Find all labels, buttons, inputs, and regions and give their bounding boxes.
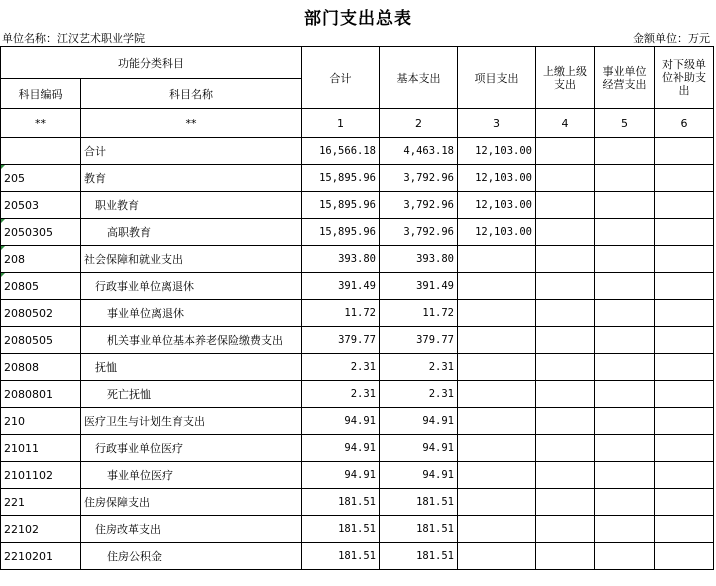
code-cell: [1, 219, 81, 246]
code-cell: [1, 138, 81, 165]
report-title: 部门支出总表: [304, 9, 412, 29]
code-cell: [1, 462, 81, 489]
table-row: [1, 246, 714, 273]
code-cell-text: 21011: [4, 441, 39, 455]
basic-cell: [380, 219, 458, 246]
basic-cell: [380, 165, 458, 192]
project-cell: [458, 354, 536, 381]
name-cell: [81, 462, 302, 489]
project-cell: [458, 192, 536, 219]
shangjiao-cell: [536, 273, 595, 300]
basic-cell: [380, 516, 458, 543]
shangjiao-cell: [536, 408, 595, 435]
code-cell: [1, 543, 81, 570]
xiaji-cell: [655, 543, 714, 570]
xiaji-cell: [655, 327, 714, 354]
code-cell: [1, 381, 81, 408]
name-cell: [81, 408, 302, 435]
xiaji-cell: [655, 408, 714, 435]
name-cell: [81, 300, 302, 327]
total-cell: [302, 381, 380, 408]
project-cell-text: 12,103.00: [475, 226, 532, 238]
total-cell: [302, 408, 380, 435]
shangjiao-cell: [536, 327, 595, 354]
total-cell-text: 15,895.96: [319, 172, 376, 184]
index-cell: **: [1, 109, 81, 138]
total-cell: [302, 543, 380, 570]
code-cell-text: 2210201: [4, 549, 53, 563]
basic-cell: [380, 462, 458, 489]
project-cell-text: 12,103.00: [475, 145, 532, 157]
basic-cell-text: 94.91: [422, 442, 454, 454]
project-cell: [458, 300, 536, 327]
table-row: [1, 300, 714, 327]
shiye-cell: [595, 219, 655, 246]
cell-marker-icon: [1, 219, 5, 223]
total-cell-text: 181.51: [338, 523, 376, 535]
basic-cell-text: 4,463.18: [403, 145, 454, 157]
project-cell-text: 12,103.00: [475, 199, 532, 211]
header-shiye: 事业单位经营支出: [595, 47, 655, 109]
basic-cell-text: 181.51: [416, 550, 454, 562]
table-row: [1, 165, 714, 192]
code-cell-text: 20503: [4, 198, 39, 212]
basic-cell: [380, 354, 458, 381]
total-cell-text: 94.91: [344, 469, 376, 481]
project-cell: [458, 543, 536, 570]
name-cell: [81, 435, 302, 462]
name-cell: [81, 327, 302, 354]
table-row: [1, 273, 714, 300]
total-cell-text: 16,566.18: [319, 145, 376, 157]
shiye-cell: [595, 462, 655, 489]
code-cell: [1, 435, 81, 462]
basic-cell: [380, 435, 458, 462]
project-cell: [458, 462, 536, 489]
index-cell: 6: [655, 109, 714, 138]
name-cell-text: 社会保障和就业支出: [84, 253, 183, 266]
code-cell-text: 2080801: [4, 387, 53, 401]
total-cell-text: 15,895.96: [319, 199, 376, 211]
project-cell: [458, 381, 536, 408]
name-cell-text: 职业教育: [95, 199, 139, 212]
total-cell: [302, 489, 380, 516]
shiye-cell: [595, 381, 655, 408]
shiye-cell: [595, 192, 655, 219]
basic-cell-text: 181.51: [416, 523, 454, 535]
table-row: [1, 192, 714, 219]
total-cell: [302, 219, 380, 246]
code-cell: [1, 489, 81, 516]
header-shangjiao: 上缴上级支出: [536, 47, 595, 109]
name-cell: [81, 381, 302, 408]
code-cell-text: 205: [4, 171, 25, 185]
shiye-cell: [595, 327, 655, 354]
code-cell: [1, 273, 81, 300]
xiaji-cell: [655, 246, 714, 273]
code-cell: [1, 516, 81, 543]
shangjiao-cell: [536, 192, 595, 219]
name-cell-text: 医疗卫生与计划生育支出: [84, 415, 205, 428]
basic-cell-text: 2.31: [428, 361, 454, 373]
name-cell: [81, 516, 302, 543]
shangjiao-cell: [536, 381, 595, 408]
total-cell-text: 391.49: [338, 280, 376, 292]
header-name: 科目名称: [81, 79, 302, 109]
xiaji-cell: [655, 435, 714, 462]
total-cell: [302, 273, 380, 300]
total-cell-text: 181.51: [338, 550, 376, 562]
xiaji-cell: [655, 192, 714, 219]
header-func-group: 功能分类科目: [1, 47, 302, 79]
total-cell-text: 15,895.96: [319, 226, 376, 238]
code-cell-text: 22102: [4, 522, 39, 536]
basic-cell: [380, 381, 458, 408]
table-row: [1, 138, 714, 165]
name-cell: [81, 354, 302, 381]
project-cell: [458, 219, 536, 246]
shangjiao-cell: [536, 462, 595, 489]
code-cell: [1, 192, 81, 219]
project-cell: [458, 516, 536, 543]
total-cell-text: 2.31: [350, 388, 376, 400]
basic-cell-text: 94.91: [422, 415, 454, 427]
name-cell-text: 住房改革支出: [95, 523, 161, 536]
shiye-cell: [595, 138, 655, 165]
code-cell: [1, 327, 81, 354]
shiye-cell: [595, 543, 655, 570]
total-cell-text: 181.51: [338, 496, 376, 508]
code-cell: [1, 246, 81, 273]
shiye-cell: [595, 354, 655, 381]
code-cell-text: 208: [4, 252, 25, 266]
name-cell: [81, 192, 302, 219]
basic-cell: [380, 408, 458, 435]
project-cell: [458, 408, 536, 435]
index-cell: 4: [536, 109, 595, 138]
total-cell-text: 11.72: [344, 307, 376, 319]
code-cell: [1, 300, 81, 327]
expenditure-table: [0, 46, 714, 570]
shangjiao-cell: [536, 543, 595, 570]
project-cell: [458, 246, 536, 273]
xiaji-cell: [655, 273, 714, 300]
name-cell-text: 行政事业单位离退休: [95, 280, 194, 293]
project-cell: [458, 435, 536, 462]
total-cell: [302, 300, 380, 327]
total-cell: [302, 165, 380, 192]
total-cell: [302, 435, 380, 462]
code-cell-text: 210: [4, 414, 25, 428]
code-cell-text: 2080505: [4, 333, 53, 347]
name-cell-text: 抚恤: [95, 361, 117, 374]
shiye-cell: [595, 246, 655, 273]
project-cell: [458, 327, 536, 354]
name-cell-text: 教育: [84, 172, 106, 185]
name-cell-text: 死亡抚恤: [107, 388, 151, 401]
unit-name: 单位名称：江汉艺术职业学院: [2, 32, 145, 45]
name-cell-text: 高职教育: [107, 226, 151, 239]
name-cell-text: 机关事业单位基本养老保险缴费支出: [107, 334, 283, 347]
total-cell: [302, 354, 380, 381]
name-cell: [81, 165, 302, 192]
xiaji-cell: [655, 354, 714, 381]
table-row: [1, 435, 714, 462]
project-cell: [458, 489, 536, 516]
name-cell-text: 事业单位离退休: [107, 307, 184, 320]
xiaji-cell: [655, 462, 714, 489]
name-cell: [81, 489, 302, 516]
shangjiao-cell: [536, 219, 595, 246]
basic-cell: [380, 489, 458, 516]
index-cell: 5: [595, 109, 655, 138]
basic-cell: [380, 300, 458, 327]
xiaji-cell: [655, 489, 714, 516]
total-cell-text: 94.91: [344, 415, 376, 427]
header-basic: 基本支出: [380, 47, 458, 109]
project-cell: [458, 138, 536, 165]
name-cell: [81, 246, 302, 273]
total-cell: [302, 246, 380, 273]
basic-cell-text: 393.80: [416, 253, 454, 265]
shiye-cell: [595, 489, 655, 516]
basic-cell-text: 3,792.96: [403, 226, 454, 238]
table-row: [1, 516, 714, 543]
header-project: 项目支出: [458, 47, 536, 109]
code-cell-text: 221: [4, 495, 25, 509]
table-row: [1, 408, 714, 435]
xiaji-cell: [655, 165, 714, 192]
shangjiao-cell: [536, 165, 595, 192]
index-cell: **: [81, 109, 302, 138]
code-cell-text: 2050305: [4, 225, 53, 239]
name-cell: [81, 543, 302, 570]
code-cell-text: 20805: [4, 279, 39, 293]
basic-cell-text: 2.31: [428, 388, 454, 400]
basic-cell: [380, 273, 458, 300]
table-row: [1, 543, 714, 570]
basic-cell-text: 3,792.96: [403, 199, 454, 211]
xiaji-cell: [655, 138, 714, 165]
cell-marker-icon: [1, 273, 5, 277]
shangjiao-cell: [536, 246, 595, 273]
cell-marker-icon: [1, 165, 5, 169]
basic-cell-text: 94.91: [422, 469, 454, 481]
shiye-cell: [595, 516, 655, 543]
total-cell: [302, 516, 380, 543]
shiye-cell: [595, 300, 655, 327]
basic-cell: [380, 246, 458, 273]
total-cell-text: 2.31: [350, 361, 376, 373]
cell-marker-icon: [1, 246, 5, 250]
code-cell: [1, 354, 81, 381]
code-cell: [1, 408, 81, 435]
shiye-cell: [595, 273, 655, 300]
table-row: [1, 381, 714, 408]
amount-unit: 金额单位：万元: [633, 32, 710, 45]
xiaji-cell: [655, 219, 714, 246]
shiye-cell: [595, 165, 655, 192]
basic-cell-text: 3,792.96: [403, 172, 454, 184]
total-cell: [302, 192, 380, 219]
name-cell-text: 住房公积金: [107, 550, 162, 563]
shangjiao-cell: [536, 354, 595, 381]
total-cell-text: 393.80: [338, 253, 376, 265]
name-cell-text: 合计: [84, 145, 106, 158]
header-xiaji: 对下级单位补助支出: [655, 47, 714, 109]
code-cell-text: 2101102: [4, 468, 53, 482]
shangjiao-cell: [536, 300, 595, 327]
name-cell: [81, 138, 302, 165]
code-cell-text: 20808: [4, 360, 39, 374]
total-cell-text: 94.91: [344, 442, 376, 454]
shiye-cell: [595, 408, 655, 435]
xiaji-cell: [655, 516, 714, 543]
basic-cell-text: 181.51: [416, 496, 454, 508]
xiaji-cell: [655, 381, 714, 408]
header-total: 合计: [302, 47, 380, 109]
xiaji-cell: [655, 300, 714, 327]
name-cell-text: 事业单位医疗: [107, 469, 173, 482]
basic-cell-text: 11.72: [422, 307, 454, 319]
table-row: [1, 219, 714, 246]
table-row: [1, 327, 714, 354]
name-cell-text: 行政事业单位医疗: [95, 442, 183, 455]
shiye-cell: [595, 435, 655, 462]
shangjiao-cell: [536, 489, 595, 516]
total-cell: [302, 462, 380, 489]
basic-cell: [380, 138, 458, 165]
table-row: [1, 489, 714, 516]
basic-cell-text: 379.77: [416, 334, 454, 346]
name-cell: [81, 273, 302, 300]
index-cell: 2: [380, 109, 458, 138]
index-cell: 3: [458, 109, 536, 138]
header-code: 科目编码: [1, 79, 81, 109]
project-cell: [458, 165, 536, 192]
shangjiao-cell: [536, 435, 595, 462]
basic-cell: [380, 327, 458, 354]
table-row: [1, 462, 714, 489]
code-cell-text: 2080502: [4, 306, 53, 320]
project-cell-text: 12,103.00: [475, 172, 532, 184]
shangjiao-cell: [536, 516, 595, 543]
total-cell: [302, 327, 380, 354]
project-cell: [458, 273, 536, 300]
basic-cell-text: 391.49: [416, 280, 454, 292]
total-cell: [302, 138, 380, 165]
shangjiao-cell: [536, 138, 595, 165]
name-cell-text: 住房保障支出: [84, 496, 150, 509]
table-row: [1, 354, 714, 381]
index-cell: 1: [302, 109, 380, 138]
basic-cell: [380, 192, 458, 219]
total-cell-text: 379.77: [338, 334, 376, 346]
name-cell: [81, 219, 302, 246]
code-cell: [1, 165, 81, 192]
basic-cell: [380, 543, 458, 570]
